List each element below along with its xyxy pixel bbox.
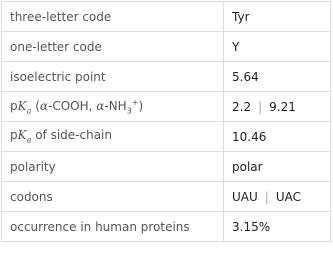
- table-row: [2, 152, 331, 182]
- row-label: three-letter code: [2, 2, 224, 32]
- nh-text: -NH: [104, 98, 127, 113]
- pka-k: K: [17, 128, 27, 143]
- table-row: [2, 122, 331, 152]
- value-separator: |: [258, 99, 263, 114]
- pka-p: p: [10, 98, 18, 113]
- pka-a: a: [26, 135, 32, 145]
- pka-value-2: 9.21: [269, 99, 296, 114]
- row-value: 10.46: [224, 122, 331, 152]
- pka-k: K: [17, 98, 27, 113]
- nh-superscript: +: [131, 97, 139, 107]
- table-row: [2, 62, 331, 92]
- row-value-pka: [224, 92, 331, 122]
- nh-subscript: 3: [126, 106, 132, 116]
- table-row: [2, 92, 331, 122]
- pka-open: (: [31, 98, 40, 113]
- cooh-text: -COOH,: [47, 98, 97, 113]
- row-label: polarity: [2, 152, 224, 182]
- table-row: [2, 182, 331, 212]
- row-label-pka: [2, 92, 224, 122]
- pka-value-1: 2.2: [232, 99, 252, 114]
- row-label: one-letter code: [2, 32, 224, 62]
- codon-2: UAC: [275, 189, 301, 204]
- table-row: [2, 2, 331, 32]
- row-label: occurrence in human proteins: [2, 212, 224, 242]
- row-value: 5.64: [224, 62, 331, 92]
- amino-acid-properties-table: [1, 1, 331, 242]
- row-value: Tyr: [224, 2, 331, 32]
- row-value: Y: [224, 32, 331, 62]
- value-separator: |: [264, 189, 269, 204]
- table-row: [2, 32, 331, 62]
- row-label: codons: [2, 182, 224, 212]
- pka-p: p: [10, 128, 18, 143]
- pka-a: a: [26, 106, 32, 116]
- alpha-symbol: α: [96, 98, 105, 113]
- row-label: isoelectric point: [2, 62, 224, 92]
- row-value: polar: [224, 152, 331, 182]
- side-chain-text: of side-chain: [31, 128, 112, 143]
- row-value-codons: [224, 182, 331, 212]
- row-value: 3.15%: [224, 212, 331, 242]
- pka-close: ): [138, 98, 144, 113]
- codon-1: UAU: [232, 189, 258, 204]
- row-label-pka-side-chain: [2, 122, 224, 152]
- table-row: [2, 212, 331, 242]
- alpha-symbol: α: [39, 98, 48, 113]
